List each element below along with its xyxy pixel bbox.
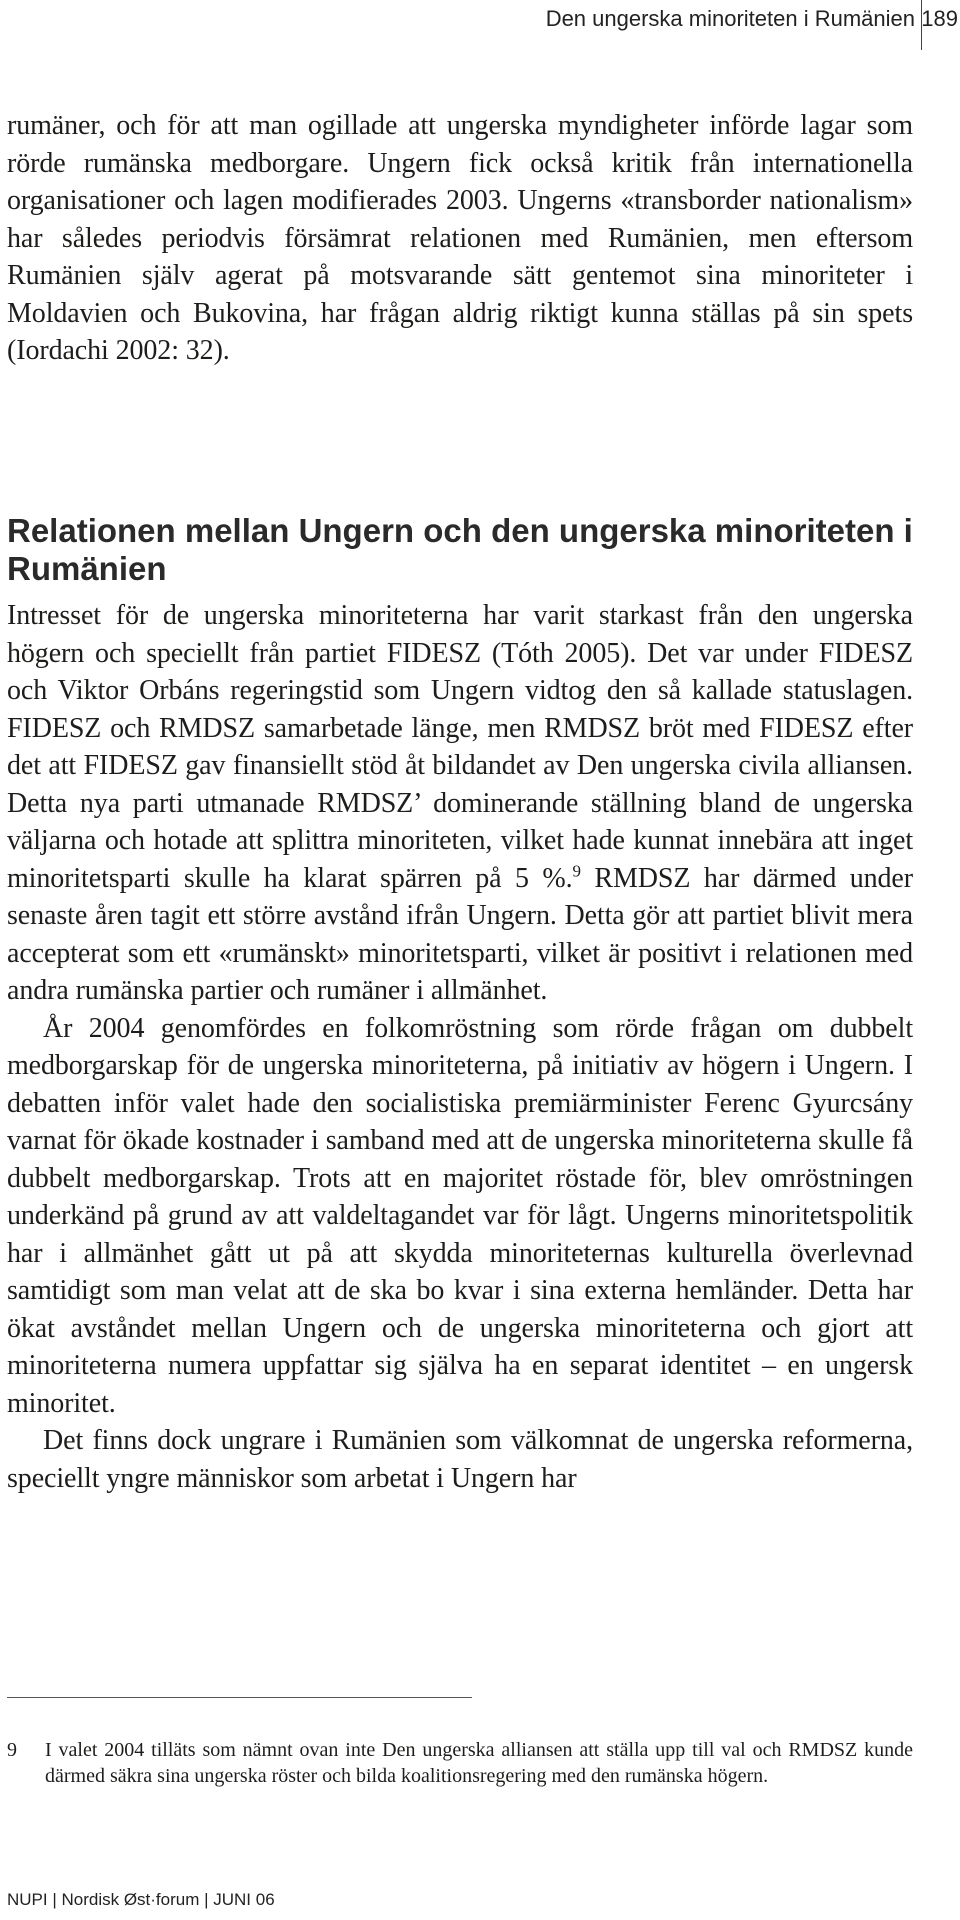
paragraph: År 2004 genomfördes en folkomröstning som rörde frågan om dubbelt medborgarskap för de ungerska minoriteterna, på initiativ av högern i Ungern. I debatten inför valet hade den socialistiska premiärminister Ferenc Gyurcsány varnat för ökade kostnader i samband med att de ungerska minoriteterna skulle få dubbelt medborgarskap. Trots att en majoritet röstade för, blev omröstningen underkänd på grund av att valdeltagandet var för lågt. Ungerns minoritetspolitik har i allmänhet gått ut på att skydda minoriteternas kulturella överlevnad samtidigt som man velat att de ska bo kvar i sina externa hemländer. Detta har ökat avståndet mellan Ungern och de ungerska minoriteterna och gjort att minoriteterna numera uppfattar sig själva ha en separat identitet – en ungersk minoritet. (7, 1012, 913, 1419)
footnote-reference[interactable]: 9 (572, 861, 581, 881)
running-head-title: Den ungerska minoriteten i Rumänien (545, 6, 915, 31)
intro-text-block (7, 107, 913, 370)
footnote (7, 1737, 913, 1789)
paragraph-text: RMDSZ har därmed under senaste åren tagit ett större avstånd ifrån Ungern. Detta gör att partiet blivit mera accepterat som ett «rumänskt» minoritetsparti, vilket är positivt i relationen med andra rumänska partier och rumäner i allmänhet. (7, 862, 913, 1006)
paragraph: rumäner, och för att man ogillade att ungerska myndigheter införde lagar som rörde rumänska medborgare. Ungern fick också kritik från internationella organisationer och lagen modifierades 2003. Ungerns «transborder nationalism» har således periodvis försämrat relationen med Rumänien, men eftersom Rumänien själv agerat på motsvarande sätt gentemot sina minoriteter i Moldavien och Bukovina, har frågan aldrig riktigt kunna ställas på sin spets (Iordachi 2002: 32). (7, 110, 913, 366)
paragraph: Det finns dock ungrare i Rumänien som välkomnat de ungerska reformerna, speciellt yngre människor som arbetat i Ungern har (7, 1425, 913, 1494)
running-head (0, 0, 960, 50)
section-heading: Relationen mellan Ungern och den ungerska minoriteten i Rumänien (7, 512, 913, 587)
footnote-number: 9 (7, 1739, 17, 1761)
page-footer: NUPI | Nordisk Øst·forum | JUNI 06 (7, 1890, 275, 1909)
paragraph-text: Intresset för de ungerska minoriteterna har varit starkast från den ungerska högern och speciellt från partiet FIDESZ (Tóth 2005). Det var under FIDESZ och Viktor Orbáns regeringstid som Ungern vidtog den så kallade statuslagen. FIDESZ och RMDSZ samarbetade länge, men RMDSZ bröt med FIDESZ efter det att FIDESZ gav finansiellt stöd åt bildandet av Den ungerska civila alliansen. Detta nya parti utmanade RMDSZ’ dominerande ställning bland de ungerska väljarna och hotade att splittra minoriteten, vilket hade kunnat innebära att inget minoritetsparti skulle ha klarat spärren på 5 %. (7, 600, 913, 894)
footnote-text: I valet 2004 tilläts som nämnt ovan inte Den ungerska alliansen att ställa upp till val och RMDSZ kunde därmed säkra sina ungerska röster och bilda koalitionsregering med den rumänska högern. (45, 1739, 913, 1787)
page-number: 189 (921, 6, 958, 31)
footnote-separator (7, 1697, 472, 1698)
paragraph (7, 597, 913, 1010)
section-body (7, 597, 913, 1497)
